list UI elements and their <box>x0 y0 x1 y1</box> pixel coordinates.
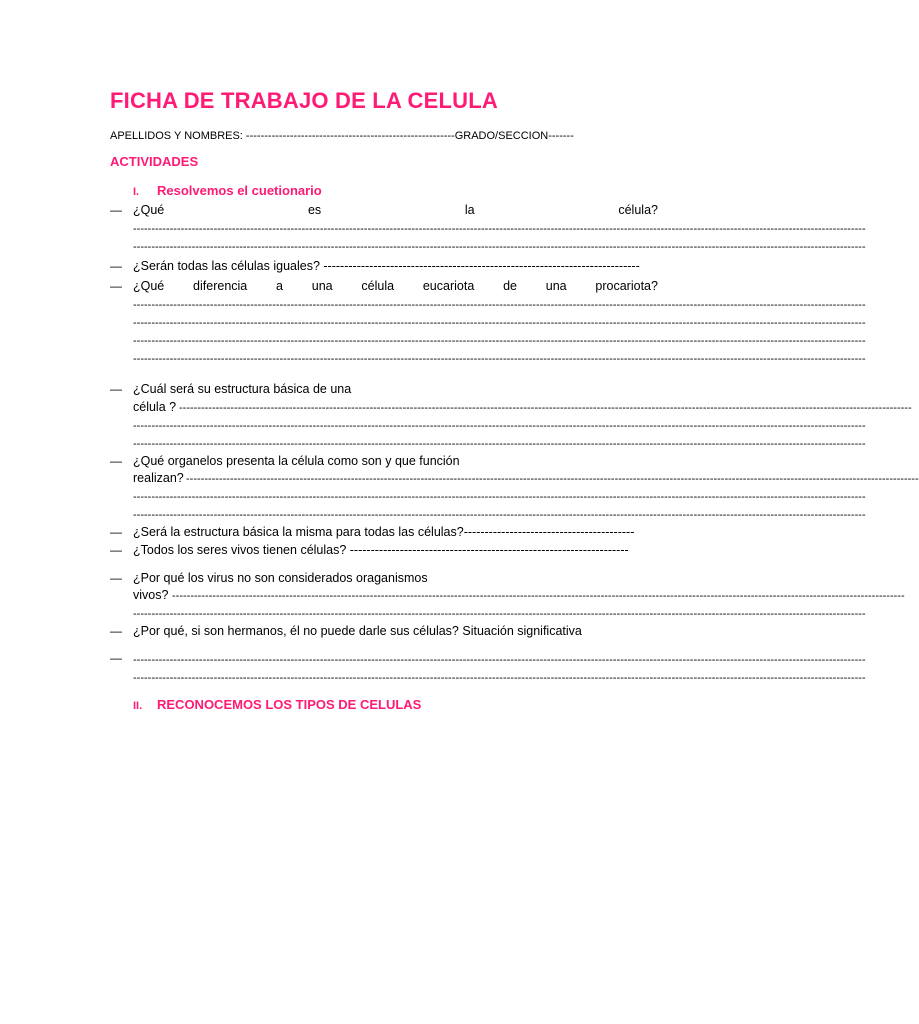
section-1-heading <box>133 183 322 198</box>
question-organelles-cont: realizan? <box>133 471 184 485</box>
answer-line: -------------------------------------------------------------------------------------------------------------------------------------------------------------------------------------------------------- <box>133 672 866 684</box>
question-all-cells-equal: ¿Serán todas las células iguales? ---------------------------------------------------------------------------- <box>133 259 640 273</box>
answer-line: -------------------------------------------------------------------------------------------------------------------------------------------------------------------------------------------------------- <box>133 654 866 666</box>
section-1-number: I. <box>133 186 140 198</box>
answer-line: -------------------------------------------------------------------------------------------------------------------------------------------------------------------------------------------------------- <box>133 608 866 620</box>
section-2-number: II. <box>133 700 143 712</box>
question-eukaryote-prokaryote: ¿Qué diferencia a una célula eucariota de una procariota? <box>133 279 658 293</box>
answer-line: -------------------------------------------------------------------------------------------------------------------------------------------------------------------------------------------------------- <box>133 317 866 329</box>
bullet-dash: — <box>110 454 122 468</box>
bullet-dash: — <box>110 259 122 273</box>
bullet-dash: — <box>110 382 122 396</box>
answer-line: -------------------------------------------------------------------------------------------------------------------------------------------------------------------------------------------------------- <box>133 335 866 347</box>
question-viruses-cont: vivos? <box>133 588 169 602</box>
answer-line: -------------------------------------------------------------------------------------------------------------------------------------------------------------------------------------------------------- <box>179 402 912 414</box>
answer-line: -------------------------------------------------------------------------------------------------------------------------------------------------------------------------------------------------------- <box>133 438 866 450</box>
bullet-dash: — <box>110 624 122 638</box>
bullet-dash: — <box>110 203 122 217</box>
answer-line: -------------------------------------------------------------------------------------------------------------------------------------------------------------------------------------------------------- <box>133 420 866 432</box>
section-2-heading <box>133 697 421 712</box>
question-viruses: ¿Por qué los virus no son considerados oraganismos <box>133 571 428 585</box>
answer-line: -------------------------------------------------------------------------------------------------------------------------------------------------------------------------------------------------------- <box>186 473 919 485</box>
activities-heading: ACTIVIDADES <box>110 154 199 169</box>
answer-line: -------------------------------------------------------------------------------------------------------------------------------------------------------------------------------------------------------- <box>133 353 866 365</box>
bullet-dash: — <box>110 543 122 557</box>
name-grade-line: APELLIDOS Y NOMBRES: ---------------------------------------------------------GRADO/SECCION------- <box>110 130 574 142</box>
question-living-beings-cells: ¿Todos los seres vivos tienen células? ------------------------------------------------------------------- <box>133 543 629 557</box>
answer-line: -------------------------------------------------------------------------------------------------------------------------------------------------------------------------------------------------------- <box>133 509 866 521</box>
page-title: FICHA DE TRABAJO DE LA CELULA <box>110 88 498 113</box>
section-2-label: RECONOCEMOS LOS TIPOS DE CELULAS <box>157 697 422 712</box>
question-what-is-cell: ¿Qué es la célula? <box>133 203 658 217</box>
answer-line: -------------------------------------------------------------------------------------------------------------------------------------------------------------------------------------------------------- <box>133 299 866 311</box>
bullet-dash: — <box>110 571 122 585</box>
bullet-dash: — <box>110 525 122 539</box>
bullet-dash: — <box>110 651 122 665</box>
question-siblings-cells: ¿Por qué, si son hermanos, él no puede darle sus células? Situación significativa <box>133 624 582 638</box>
answer-line: -------------------------------------------------------------------------------------------------------------------------------------------------------------------------------------------------------- <box>133 491 866 503</box>
question-basic-structure-cont: célula ? <box>133 400 177 414</box>
question-same-structure: ¿Será la estructura básica la misma para todas las células?----------------------------------------- <box>133 525 635 539</box>
question-organelles: ¿Qué organelos presenta la célula como son y que función <box>133 454 460 468</box>
answer-line: -------------------------------------------------------------------------------------------------------------------------------------------------------------------------------------------------------- <box>133 223 866 235</box>
answer-line: -------------------------------------------------------------------------------------------------------------------------------------------------------------------------------------------------------- <box>172 590 905 602</box>
section-1-label: Resolvemos el cuetionario <box>157 183 322 198</box>
answer-line: -------------------------------------------------------------------------------------------------------------------------------------------------------------------------------------------------------- <box>133 241 866 253</box>
question-basic-structure: ¿Cuál será su estructura básica de una <box>133 382 352 396</box>
bullet-dash: — <box>110 279 122 293</box>
